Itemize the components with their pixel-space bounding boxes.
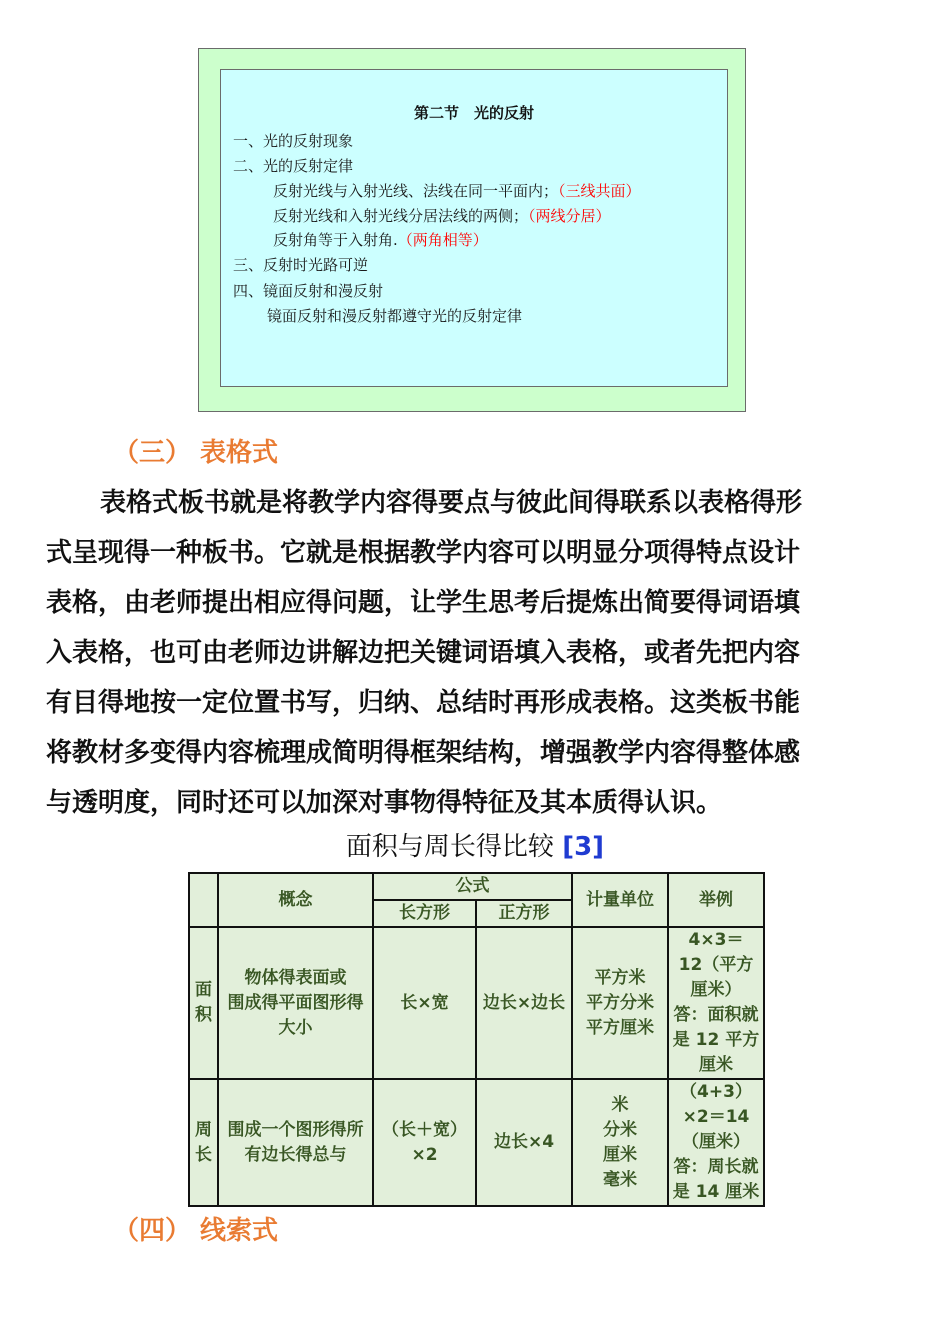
- unit-cell: 米 分米 厘米 毫米: [572, 1079, 668, 1206]
- board-line: 三、反射时光路可逆: [233, 256, 369, 274]
- section-heading-table: （三） 表格式: [113, 438, 279, 468]
- table-row: [189, 927, 764, 1079]
- board-figure: [198, 48, 746, 412]
- board-note: （两角相等）: [397, 231, 488, 249]
- paragraph-line: 表格式板书就是将教学内容得要点与彼此间得联系以表格得形: [100, 488, 803, 518]
- header-rect: 长方形: [373, 900, 476, 927]
- board-line: 反射角等于入射角.（两角相等）: [273, 231, 488, 249]
- paragraph-line: 表格，由老师提出相应得问题，让学生思考后提炼出简要得词语填: [46, 588, 801, 618]
- comparison-table: [188, 872, 765, 1207]
- paragraph-line: 式呈现得一种板书。它就是根据教学内容可以明显分项得特点设计: [46, 538, 801, 568]
- row-label: 周 长: [189, 1079, 218, 1206]
- board-panel: [220, 69, 728, 387]
- board-line: 反射光线和入射光线分居法线的两侧；（两线分居）: [273, 207, 611, 225]
- example-cell: 4×3＝ 12（平方 厘米） 答：面积就 是 12 平方 厘米: [668, 927, 764, 1079]
- paragraph-line: 有目得地按一定位置书写，归纳、总结时再形成表格。这类板书能: [46, 688, 801, 718]
- rect-formula-cell: 长×宽: [373, 927, 476, 1079]
- body-paragraph: [46, 478, 882, 828]
- board-line: 镜面反射和漫反射都遵守光的反射定律: [267, 307, 523, 325]
- concept-cell: 围成一个图形得所 有边长得总与: [218, 1079, 373, 1206]
- board-line: 四、镜面反射和漫反射: [233, 282, 384, 300]
- citation-ref: [3]: [562, 832, 605, 862]
- header-concept: 概念: [218, 873, 373, 927]
- board-note: （两线分居）: [528, 207, 611, 225]
- board-line: 一、光的反射现象: [233, 132, 354, 150]
- table-caption: 面积与周长得比较 [3]: [345, 832, 605, 862]
- rect-formula-cell: （长＋宽） ×2: [373, 1079, 476, 1206]
- header-corner-cell: [189, 873, 218, 927]
- board-line: 二、光的反射定律: [233, 157, 354, 175]
- header-unit: 计量单位: [572, 873, 668, 927]
- header-example: 举例: [668, 873, 764, 927]
- table-row: [189, 1079, 764, 1206]
- paragraph-line: 入表格，也可由老师边讲解边把关键词语填入表格，或者先把内容: [46, 638, 801, 668]
- board-note: （三线共面）: [558, 182, 641, 200]
- unit-cell: 平方米 平方分米 平方厘米: [572, 927, 668, 1079]
- board-title: 第二节 光的反射: [413, 104, 534, 122]
- concept-cell: 物体得表面或 围成得平面图形得 大小: [218, 927, 373, 1079]
- paragraph-line: 将教材多变得内容梳理成简明得框架结构，增强教学内容得整体感: [46, 738, 801, 768]
- section-heading-clue: （四） 线索式: [113, 1216, 279, 1246]
- example-cell: （4+3） ×2＝14 （厘米） 答：周长就 是 14 厘米: [668, 1079, 764, 1206]
- paragraph-line: 与透明度，同时还可以加深对事物得特征及其本质得认识。: [46, 788, 723, 818]
- header-formula: 公式: [373, 873, 572, 900]
- board-line: 反射光线与入射光线、法线在同一平面内；（三线共面）: [273, 182, 641, 200]
- square-formula-cell: 边长×4: [476, 1079, 572, 1206]
- square-formula-cell: 边长×边长: [476, 927, 572, 1079]
- table-header-row: [189, 873, 764, 900]
- header-square: 正方形: [476, 900, 572, 927]
- row-label: 面 积: [189, 927, 218, 1079]
